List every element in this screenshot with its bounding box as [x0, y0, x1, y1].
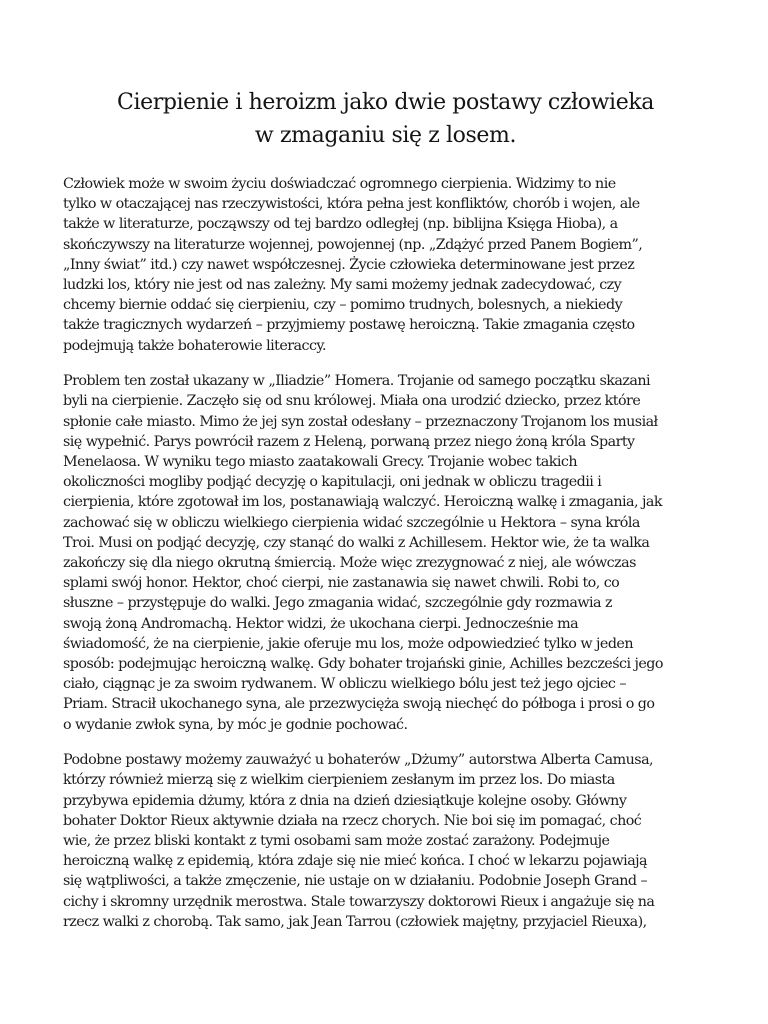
text-line: „Inny świat” itd.) czy nawet współczesnej. Życie człowieka determinowane jest przez	[63, 256, 635, 273]
text-line: bohater Doktor Rieux aktywnie działa na rzecz chorych. Nie boi się im pomagać, choć	[63, 812, 642, 829]
text-line: Człowiek może w swoim życiu doświadczać ogromnego cierpienia. Widzimy to nie	[63, 176, 616, 192]
essay-body	[63, 174, 708, 932]
text-line: okoliczności mogliby podjąć decyzję o kapitulacji, oni jednak w obliczu tragedii i	[63, 474, 602, 491]
paragraph-3	[63, 750, 708, 932]
text-line: się wypełnić. Parys powrócił razem z Heleną, porwaną przez niego żoną króla Sparty	[63, 433, 635, 450]
text-line: tylko w otaczającej nas rzeczywistości, która pełna jest konfliktów, chorób i wojen, ale	[63, 196, 640, 213]
text-line: przybywa epidemia dżumy, która z dnia na dzień dziesiątkuje kolejne osoby. Główny	[63, 792, 627, 809]
text-line: świadomość, że na cierpienie, jakie oferuje mu los, może odpowiedzieć tylko w jeden	[63, 635, 634, 652]
text-line: cierpienia, które zgotował im los, postanawiają walczyć. Heroiczną walkę i zmagania, jak	[63, 494, 662, 511]
text-line: rzecz walki z chorobą. Tak samo, jak Jean Tarrou (człowiek majętny, przyjaciel Rieuxa),	[63, 913, 647, 930]
text-line: byli na cierpienie. Zaczęło się od snu królowej. Miała ona urodzić dziecko, przez które	[63, 393, 641, 410]
text-line: ludzki los, który nie jest od nas zależny. My sami możemy jednak zadecydować, czy	[63, 277, 622, 294]
text-line: wie, że przez bliski kontakt z tymi osobami sam może zostać zarażony. Podejmuje	[63, 833, 610, 850]
text-line: Podobne postawy możemy zauważyć u bohaterów „Dżumy” autorstwa Alberta Camusa,	[63, 752, 654, 769]
essay-title-line-1: Cierpienie i heroizm jako dwie postawy człowieka	[117, 90, 654, 115]
text-line: sposób: podejmując heroiczną walkę. Gdy bohater trojański ginie, Achilles bezcześci jego	[63, 656, 663, 673]
text-line: Priam. Stracił ukochanego syna, ale przezwycięża swoją niechęć do półboga i prosi o go	[63, 696, 655, 713]
text-line: się wątpliwości, a także zmęczenie, nie ustaje on w działaniu. Podobnie Joseph Grand –	[63, 873, 648, 890]
paragraph-2	[63, 371, 708, 735]
text-line: zachować się w obliczu wielkiego cierpienia widać szczególnie u Hektora – syna króla	[63, 514, 640, 531]
text-line: splami swój honor. Hektor, choć cierpi, nie zastanawia się nawet chwili. Robi to, co	[63, 575, 620, 592]
paragraph-1	[63, 174, 708, 356]
text-line: podejmują także bohaterowie literaccy.	[63, 337, 327, 354]
text-line: heroiczną walkę z epidemią, która zdaje się nie mieć końca. I choć w lekarzu pojawiają	[63, 853, 648, 870]
text-line: Menelaosa. W wyniku tego miasto zaatakowali Grecy. Trojanie wobec takich	[63, 454, 577, 471]
text-line: Troi. Musi on podjąć decyzję, czy stanąć do walki z Achillesem. Hektor wie, że ta walka	[63, 534, 650, 551]
text-line: spłonie całe miasto. Mimo że jej syn został odesłany – przeznaczony Trojanom los musiał	[63, 413, 658, 430]
text-line: skończywszy na literaturze wojennej, powojennej (np. „Zdążyć przed Panem Bogiem”,	[63, 236, 643, 253]
text-line: także w literaturze, począwszy od tej bardzo odległej (np. biblijna Księga Hioba), a	[63, 216, 618, 233]
text-line: ciało, ciągnąc je za swoim rydwanem. W obliczu wielkiego bólu jest też jego ojciec –	[63, 676, 626, 693]
text-line: swoją żoną Andromachą. Hektor widzi, że ukochana cierpi. Jednocześnie ma	[63, 615, 579, 632]
essay-title	[63, 86, 708, 152]
text-line: o wydanie zwłok syna, by móc je godnie pochować.	[63, 716, 408, 733]
essay-title-line-2: w zmaganiu się z losem.	[254, 123, 517, 148]
text-line: zakończy się dla niego okrutną śmiercią. Może więc zrezygnować z niej, ale wówczas	[63, 555, 636, 572]
text-line: Problem ten został ukazany w „Iliadzie” Homera. Trojanie od samego początku skazani	[63, 373, 651, 390]
text-line: chcemy biernie oddać się cierpieniu, czy – pomimo trudnych, bolesnych, a niekiedy	[63, 297, 623, 314]
text-line: słuszne – przystępuje do walki. Jego zmagania widać, szczególnie gdy rozmawia z	[63, 595, 612, 612]
text-line: także tragicznych wydarzeń – przyjmiemy postawę heroiczną. Takie zmagania często	[63, 317, 635, 334]
text-line: cichy i skromny urzędnik merostwa. Stale towarzyszy doktorowi Rieux i angażuje się na	[63, 893, 655, 910]
text-line: którzy również mierzą się z wielkim cierpieniem zesłanym im przez los. Do miasta	[63, 772, 615, 789]
